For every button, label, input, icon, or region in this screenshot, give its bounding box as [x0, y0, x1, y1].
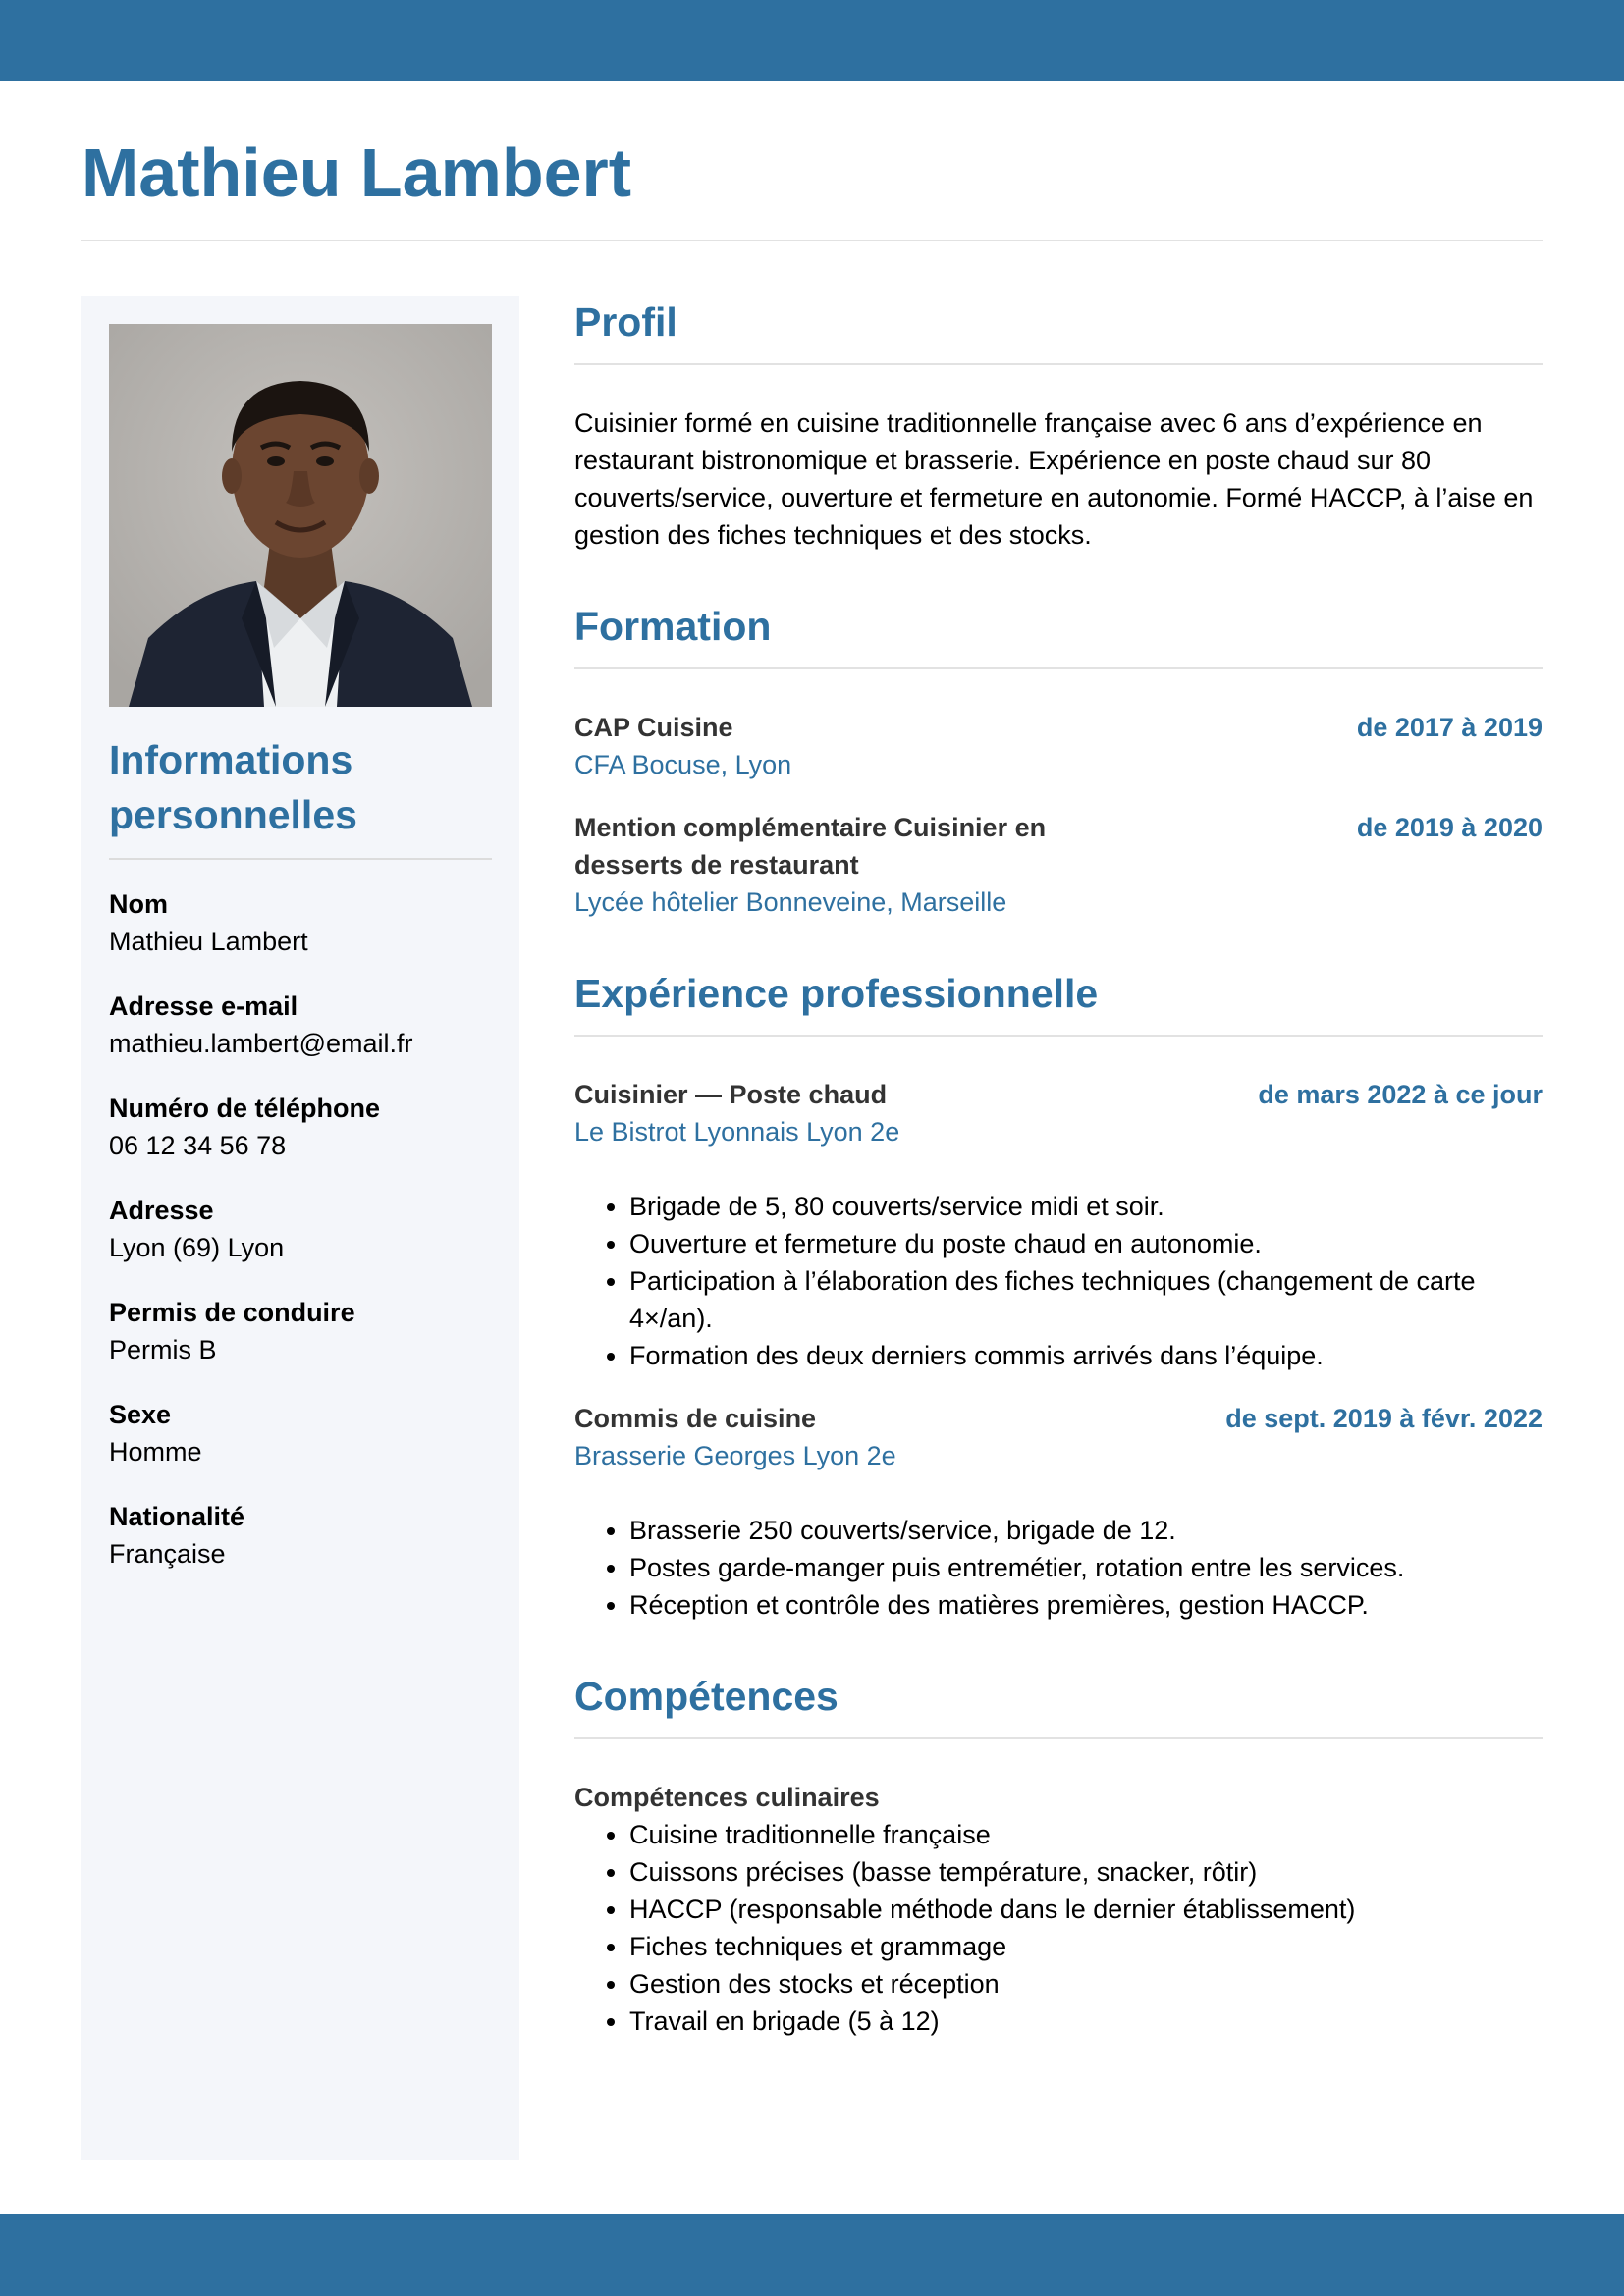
- entry-date: de mars 2022 à ce jour: [1258, 1080, 1543, 1109]
- info-value: 06 12 34 56 78: [109, 1131, 287, 1160]
- entry-title: Mention complémentaire Cuisinier en desserts de restaurant: [574, 813, 1047, 880]
- experience-bullets: [574, 1188, 1543, 1374]
- portrait-icon: [109, 324, 492, 707]
- info-email: [109, 988, 492, 1090]
- experience-section: [574, 958, 1543, 1624]
- sidebar: [81, 296, 519, 2160]
- list-item: • Formation des deux derniers commis arrivés dans l’équipe.: [629, 1337, 1543, 1374]
- entry-title: Cuisinier — Poste chaud: [574, 1080, 888, 1109]
- entry-title: CAP Cuisine: [574, 713, 733, 742]
- section-divider: [574, 1737, 1543, 1739]
- info-license: [109, 1294, 492, 1396]
- education-entry: [574, 809, 1543, 921]
- list-item: • Réception et contrôle des matières premières, gestion HACCP.: [629, 1586, 1543, 1624]
- list-item: • Travail en brigade (5 à 12): [629, 2002, 1543, 2040]
- info-value: mathieu.lambert@email.fr: [109, 1029, 413, 1058]
- list-item: • HACCP (responsable méthode dans le dernier établissement): [629, 1891, 1543, 1928]
- entry-organization: CFA Bocuse, Lyon: [574, 750, 792, 779]
- info-phone: [109, 1090, 492, 1192]
- education-section: [574, 591, 1543, 921]
- experience-heading: Expérience professionnelle: [574, 971, 1099, 1016]
- info-label: Sexe: [109, 1400, 172, 1429]
- entry-organization: Brasserie Georges Lyon 2e: [574, 1441, 896, 1470]
- top-banner: [0, 0, 1624, 81]
- info-nationality: [109, 1498, 492, 1600]
- list-item: • Postes garde-manger puis entremétier, rotation entre les services.: [629, 1549, 1543, 1586]
- education-entry: [574, 709, 1543, 783]
- entry-title: Commis de cuisine: [574, 1404, 817, 1433]
- list-item: • Ouverture et fermeture du poste chaud en autonomie.: [629, 1225, 1543, 1262]
- list-item: • Fiches techniques et grammage: [629, 1928, 1543, 1965]
- list-item: • Cuisine traditionnelle française: [629, 1816, 1543, 1853]
- info-gender: [109, 1396, 492, 1498]
- info-name: [109, 885, 492, 988]
- info-value: Homme: [109, 1437, 202, 1467]
- info-label: Nom: [109, 889, 168, 919]
- info-label: Permis de conduire: [109, 1298, 355, 1327]
- list-item: • Gestion des stocks et réception: [629, 1965, 1543, 2002]
- experience-entry: [574, 1076, 1543, 1374]
- candidate-name: Mathieu Lambert: [81, 134, 632, 211]
- experience-entry: [574, 1400, 1543, 1624]
- list-item: • Brigade de 5, 80 couverts/service midi et soir.: [629, 1188, 1543, 1225]
- section-divider: [574, 667, 1543, 669]
- personal-info-divider: [109, 858, 492, 860]
- main-content: [574, 287, 1543, 2040]
- info-address: [109, 1192, 492, 1294]
- skills-heading: Compétences: [574, 1674, 839, 1719]
- bottom-banner: [0, 2214, 1624, 2296]
- info-value: Française: [109, 1539, 226, 1569]
- portrait-photo: [109, 324, 492, 707]
- info-value: Permis B: [109, 1335, 217, 1364]
- entry-organization: Lycée hôtelier Bonneveine, Marseille: [574, 887, 1007, 917]
- profile-summary: Cuisinier formé en cuisine traditionnelle française avec 6 ans d’expérience en restaurant bistronomique et brasserie. Expérience en poste chaud sur 80 couverts/service, ouverture et fermeture en autonomie. Formé HACCP, à l’aise en gestion des fiches techniques et des stocks.: [574, 408, 1534, 550]
- list-item: • Cuissons précises (basse température, snacker, rôtir): [629, 1853, 1543, 1891]
- entry-organization: Le Bistrot Lyonnais Lyon 2e: [574, 1117, 900, 1147]
- list-item: • Participation à l’élaboration des fiches techniques (changement de carte 4×/an).: [629, 1262, 1543, 1337]
- info-label: Nationalité: [109, 1502, 245, 1531]
- entry-date: de 2019 à 2020: [1356, 813, 1543, 842]
- info-value: Lyon (69) Lyon: [109, 1233, 285, 1262]
- info-label: Adresse: [109, 1196, 214, 1225]
- personal-info-heading: Informations personnelles: [109, 737, 357, 837]
- profile-heading: Profil: [574, 299, 677, 345]
- info-value: Mathieu Lambert: [109, 927, 308, 956]
- section-divider: [574, 363, 1543, 365]
- info-label: Numéro de téléphone: [109, 1094, 381, 1123]
- personal-info-list: [109, 885, 492, 1600]
- skill-group-title: Compétences culinaires: [574, 1783, 880, 1812]
- profile-section: [574, 287, 1543, 554]
- name-divider: [81, 240, 1543, 241]
- entry-date: de 2017 à 2019: [1356, 713, 1543, 742]
- experience-bullets: [574, 1512, 1543, 1624]
- education-heading: Formation: [574, 604, 772, 649]
- info-label: Adresse e-mail: [109, 991, 298, 1021]
- entry-date: de sept. 2019 à févr. 2022: [1225, 1404, 1543, 1433]
- section-divider: [574, 1035, 1543, 1037]
- skills-section: [574, 1661, 1543, 2040]
- list-item: • Brasserie 250 couverts/service, brigade de 12.: [629, 1512, 1543, 1549]
- skill-list: [574, 1816, 1543, 2040]
